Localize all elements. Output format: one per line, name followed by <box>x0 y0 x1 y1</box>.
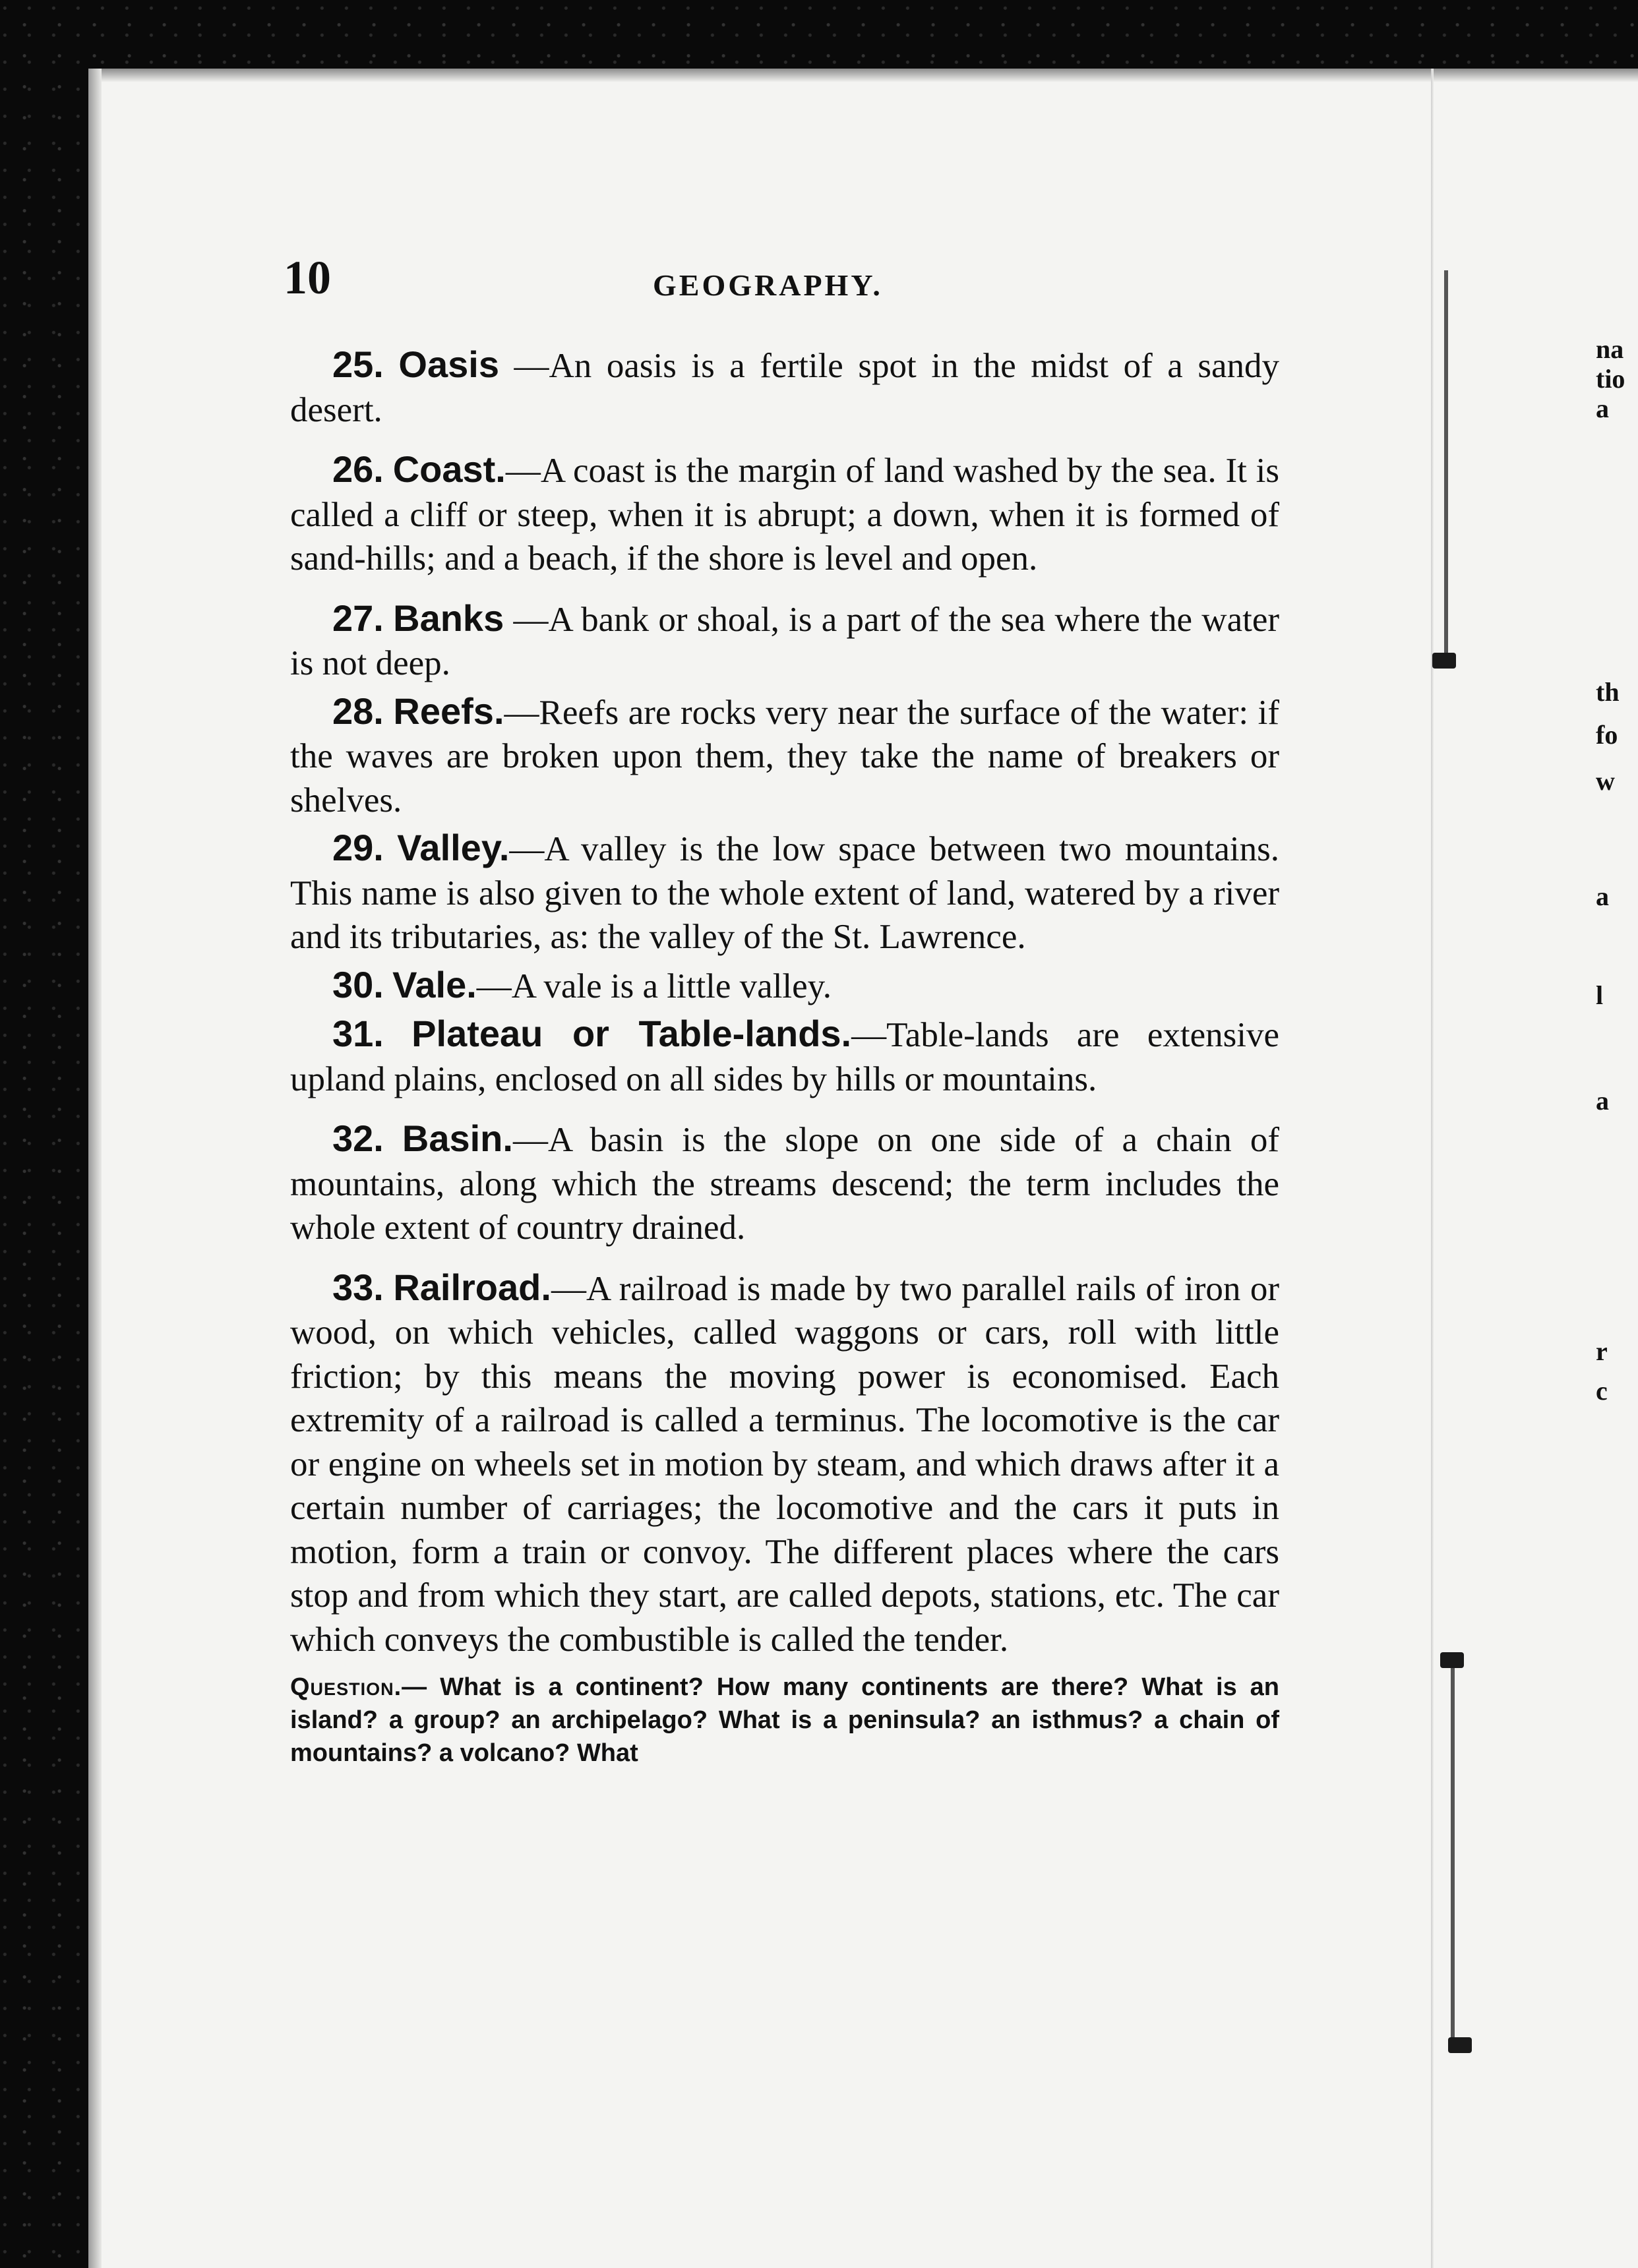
next-page-fragment: fo <box>1596 720 1618 750</box>
paragraph-number: 30. <box>332 963 384 1005</box>
page-top-shadow <box>88 69 1638 82</box>
paragraph-26 <box>290 448 1279 581</box>
next-page-fragment: a <box>1596 881 1609 911</box>
page-header <box>284 251 1286 303</box>
paragraph-number: 28. <box>332 690 384 732</box>
next-page-fragment: c <box>1596 1376 1608 1406</box>
paragraph-number: 25. <box>332 343 384 385</box>
paragraph-text: —Table-lands are extensive upland plains, enclosed on all sides by hills or mountains. <box>290 1016 1280 1098</box>
question-text: — What is a continent? How many continents are there? What is an island? a group? an archipelago? What is a peninsula? an isthmus? a chain of mountains? a volcano? What <box>290 1673 1279 1767</box>
paragraph-term: Vale. <box>392 963 477 1005</box>
paragraph-number: 33. <box>332 1266 384 1308</box>
paragraph-31 <box>290 1012 1279 1101</box>
paragraph-text: —A bank or shoal, is a part of the sea where the water is not deep. <box>290 600 1279 682</box>
paragraph-number: 26. <box>332 448 384 490</box>
paragraph-number: 32. <box>332 1118 384 1159</box>
paragraph-28 <box>290 690 1279 823</box>
next-page-fragment: th <box>1596 677 1620 707</box>
binding-stitch-top <box>1444 270 1448 659</box>
paragraph-term: Plateau or Table-lands. <box>411 1013 852 1054</box>
page-number: 10 <box>284 251 331 304</box>
paragraph-number: 27. <box>332 597 384 639</box>
paragraph-term: Valley. <box>397 827 510 868</box>
next-page-fragment: l <box>1596 980 1604 1010</box>
next-page-fragment: na <box>1596 334 1624 364</box>
paragraph-30 <box>290 963 1279 1009</box>
paragraph-text: —A basin is the slope on one side of a chain of mountains, along which the streams descend; the term includes the whole extent of country drained. <box>290 1121 1279 1247</box>
question-footnote <box>290 1671 1279 1770</box>
binding-clasp-top <box>1432 653 1456 669</box>
paragraph-text: —A vale is a little valley. <box>476 967 832 1005</box>
next-page-fragment: a <box>1596 394 1609 423</box>
paragraph-term: Coast. <box>392 448 506 490</box>
paragraph-term: Oasis <box>398 343 499 385</box>
next-page-fragment: w <box>1596 766 1615 796</box>
paragraph-text: —A coast is the margin of land washed by the sea. It is called a cliff or steep, when it is abrupt; a down, when it is formed of sand-hills; and a beach, if the shore is level and open. <box>290 452 1279 578</box>
body-text <box>290 343 1279 1770</box>
paragraph-term: Reefs. <box>393 690 504 732</box>
binding-clasp-end <box>1448 2037 1472 2053</box>
paragraph-25 <box>290 343 1279 432</box>
paragraph-32 <box>290 1117 1279 1250</box>
paragraph-text: —An oasis is a fertile spot in the midst of a sandy desert. <box>290 347 1280 429</box>
binding-clasp-bottom <box>1440 1652 1464 1668</box>
next-page-fragment: tio <box>1596 364 1625 394</box>
paragraph-text: —A railroad is made by two parallel rails of iron or wood, on which vehicles, called waggons or cars, roll with little friction; by this means the moving power is economised. Each extremity of a railroad is called a terminus. The locomotive is the car or engine on wheels set in motion by steam, and which draws after it a certain number of carriages; the locomotive and the cars it puts in motion, form a train or convoy. The different places where the cars stop and from which they start, are called depots, stations, etc. The car which conveys the combustible is called the tender. <box>290 1269 1280 1659</box>
paragraph-33 <box>290 1266 1279 1662</box>
question-label: Question. <box>290 1673 402 1701</box>
paragraph-number: 29. <box>332 827 384 868</box>
paragraph-term: Railroad. <box>393 1266 551 1308</box>
paragraph-text: —Reefs are rocks very near the surface of the water: if the waves are broken upon them, they take the name of breakers or shelves. <box>290 693 1280 820</box>
page-left-shadow <box>88 69 102 2268</box>
paragraph-text: —A valley is the low space between two mountains. This name is also given to the whole extent of land, watered by a river and its tributaries, as: the valley of the St. Lawrence. <box>290 830 1280 956</box>
binding-stitch-bottom <box>1451 1661 1455 2050</box>
page-fold-line <box>1431 69 1434 2268</box>
next-page-fragment: r <box>1596 1336 1608 1366</box>
paragraph-27 <box>290 597 1279 686</box>
paragraph-number: 31. <box>332 1013 384 1054</box>
running-head: GEOGRAPHY. <box>653 268 883 302</box>
next-page-fragment: a <box>1596 1086 1609 1116</box>
paragraph-term: Banks <box>393 597 504 639</box>
paragraph-term: Basin. <box>402 1118 513 1159</box>
paragraph-29 <box>290 826 1279 959</box>
